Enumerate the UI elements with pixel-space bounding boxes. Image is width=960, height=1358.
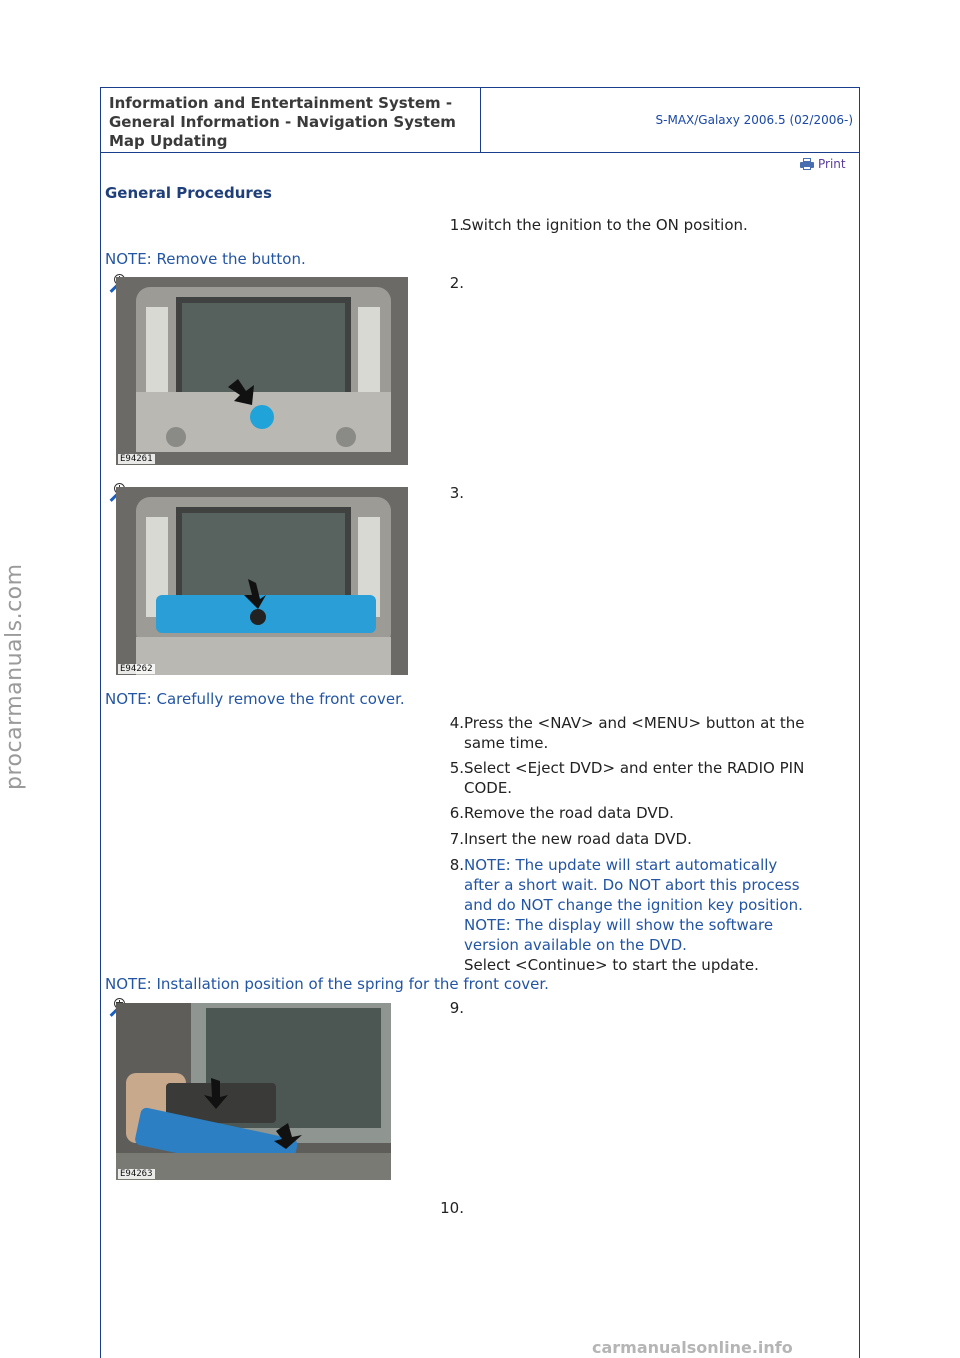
step-10: [430, 1198, 840, 1218]
step-number: 7.: [449, 830, 464, 848]
step-number: 1.: [449, 216, 464, 234]
note-remove-button: NOTE: Remove the button.: [105, 250, 306, 268]
step-text-line: Select <Eject DVD> and enter the RADIO PIN: [464, 759, 805, 777]
title-line-2: General Information - Navigation System: [109, 113, 456, 131]
step-8: [430, 855, 840, 975]
front-cover-photo: [116, 487, 408, 675]
step-number: 5.: [449, 759, 464, 777]
step-note-line: after a short wait. Do NOT abort this process: [464, 876, 800, 894]
step-note-line: NOTE: The update will start automatically: [464, 856, 778, 874]
step-9: [430, 998, 840, 1018]
step-number: 10.: [440, 1199, 464, 1217]
step-3: [430, 483, 840, 503]
model-label: S-MAX/Galaxy 2006.5 (02/2006-): [655, 113, 853, 127]
print-label: Print: [818, 157, 846, 171]
step-number: 4.: [449, 714, 464, 732]
side-watermark: procarmanuals.com: [2, 563, 27, 790]
step-text-line: same time.: [464, 734, 549, 752]
step-text: Remove the road data DVD.: [464, 804, 674, 822]
spring-photo: [116, 1003, 391, 1180]
step-2: [430, 273, 840, 293]
figure-spring-position: [116, 1003, 391, 1180]
print-button[interactable]: [800, 157, 846, 171]
step-7: [430, 829, 840, 849]
step-6: [430, 803, 840, 823]
title-line-1: Information and Entertainment System -: [109, 94, 453, 112]
figure-id: E94261: [120, 454, 153, 464]
vehicle-model: [481, 88, 859, 152]
note-spring-position: NOTE: Installation position of the spring for the front cover.: [105, 975, 549, 993]
figure-id: E94262: [120, 664, 153, 674]
step-text: Insert the new road data DVD.: [464, 830, 692, 848]
step-5: [430, 758, 840, 798]
figure-id: E94263: [120, 1169, 153, 1179]
step-number: 9.: [449, 999, 464, 1017]
printer-icon: [800, 158, 814, 170]
step-text-line: Press the <NAV> and <MENU> button at the: [464, 714, 805, 732]
step-text: Switch the ignition to the ON position.: [462, 216, 748, 234]
step-number: 8.: [449, 856, 464, 874]
step-4: [430, 713, 840, 753]
page-header: [100, 87, 860, 153]
step-note-line: version available on the DVD.: [464, 936, 687, 954]
step-text-line: CODE.: [464, 779, 513, 797]
document-title: [101, 88, 481, 152]
step-number: 3.: [449, 484, 464, 502]
step-text: Select <Continue> to start the update.: [464, 956, 759, 974]
step-1: [430, 215, 840, 235]
note-remove-front-cover: NOTE: Carefully remove the front cover.: [105, 690, 405, 708]
radio-panel-photo: [116, 277, 408, 465]
figure-radio-button: [116, 277, 408, 465]
step-number: 6.: [449, 804, 464, 822]
figure-front-cover: [116, 487, 408, 675]
section-title: General Procedures: [105, 184, 272, 202]
step-note-line: and do NOT change the ignition key position.: [464, 896, 803, 914]
footer-watermark: carmanualsonline.info: [592, 1338, 793, 1357]
title-line-3: Map Updating: [109, 132, 228, 150]
step-number: 2.: [449, 274, 464, 292]
step-note-line: NOTE: The display will show the software: [464, 916, 774, 934]
